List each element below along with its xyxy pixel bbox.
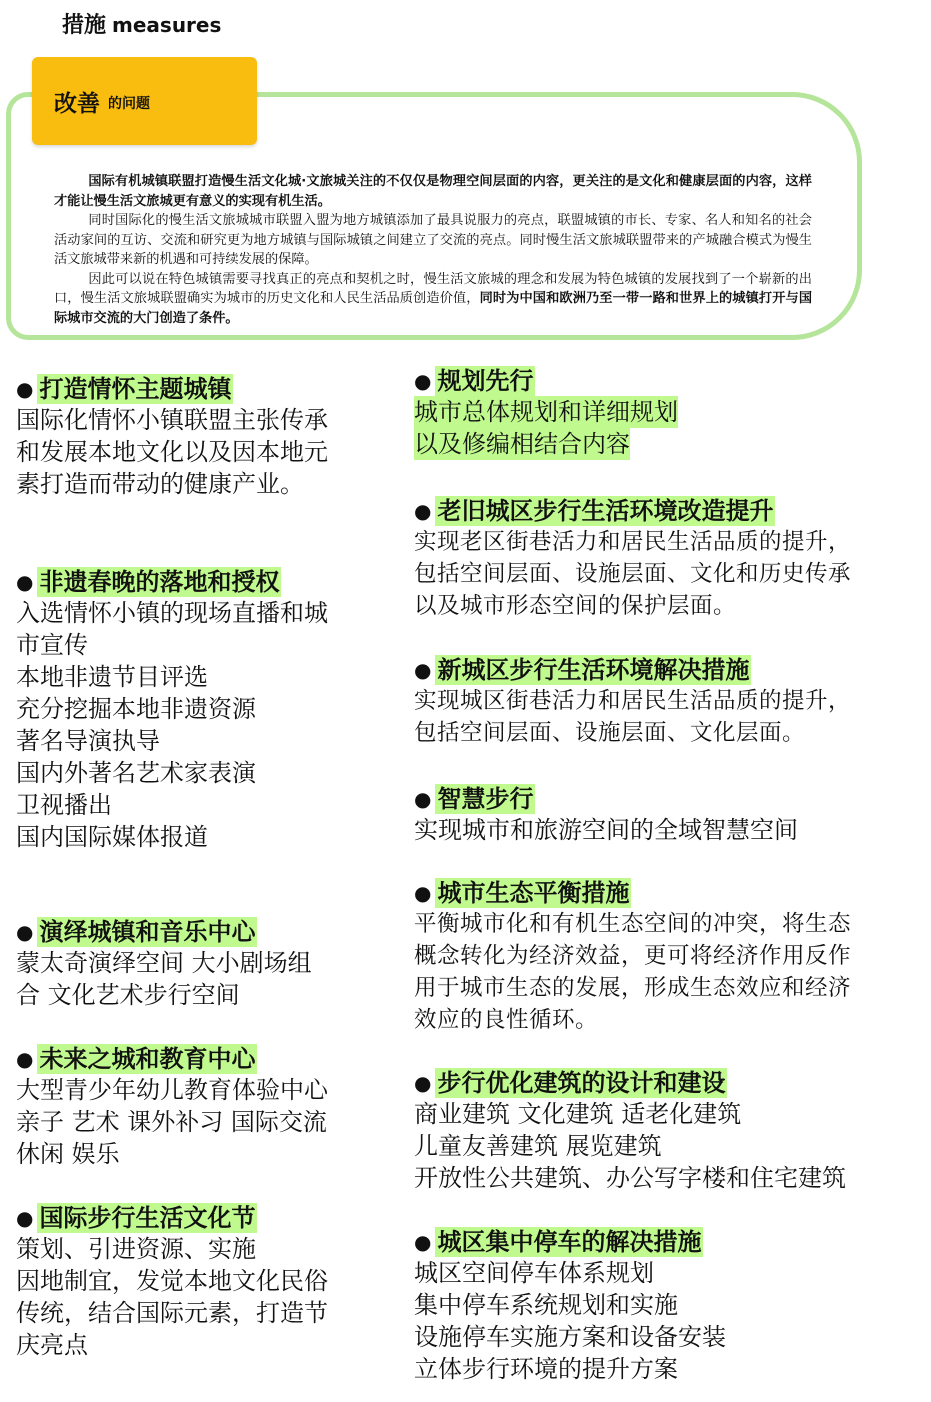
bullet-icon: ● (414, 658, 432, 682)
measure-title: 智慧步行 (437, 785, 534, 813)
measure-line: 包括空间层面、设施层面、文化和历史传承 (414, 561, 852, 587)
measure-line: 国内外著名艺术家表演 (16, 759, 256, 787)
measure-item (414, 1068, 846, 1194)
measure-line: 入选情怀小镇的现场直播和城 (16, 599, 328, 627)
measure-title: 步行优化建筑的设计和建设 (437, 1069, 726, 1097)
measure-line: 国内国际媒体报道 (16, 823, 208, 851)
measure-line: 以及城市形态空间的保护层面。 (414, 593, 737, 619)
bullet-icon: ● (414, 369, 432, 393)
measure-title: 城区集中停车的解决措施 (437, 1228, 702, 1256)
measure-line: 充分挖掘本地非遗资源 (16, 695, 256, 723)
measure-line: 商业建筑 文化建筑 适老化建筑 (414, 1100, 742, 1128)
section-tag (32, 57, 257, 145)
bullet-icon: ● (16, 570, 34, 594)
measure-line: 传统，结合国际元素，打造节 (16, 1299, 328, 1327)
bullet-icon: ● (414, 881, 432, 905)
measure-line: 实现城市和旅游空间的全域智慧空间 (414, 816, 798, 844)
intro-paragraph-3 (54, 270, 812, 329)
measure-line: 包括空间层面、设施层面、文化层面。 (414, 720, 806, 746)
measure-item (16, 374, 328, 500)
bullet-icon: ● (16, 1047, 34, 1071)
measure-item (414, 784, 798, 846)
bullet-icon: ● (16, 377, 34, 401)
intro-paragraph-2: 同时国际化的慢生活文旅城城市联盟入盟为地方城镇添加了最具说服力的亮点，联盟城镇的市长、专家、名人和知名的社会活动家间的互访、交流和研究更为地方城镇与国际城镇之间建立了交流的亮点。同时慢生活文旅城联盟带来的产城融合模式为慢生活文旅城带来新的机遇和可持续发展的保障。 (54, 213, 812, 267)
measure-line: 城市总体规划和详细规划 (414, 398, 678, 426)
measure-line: 大型青少年幼儿教育体验中心 (16, 1076, 328, 1104)
measure-line: 以及修编相结合内容 (414, 430, 630, 458)
measure-item (414, 655, 851, 749)
measure-line: 国际化情怀小镇联盟主张传承 (16, 406, 328, 434)
measure-title: 老旧城区步行生活环境改造提升 (437, 497, 774, 525)
measure-line: 庆亮点 (16, 1331, 88, 1359)
bullet-icon: ● (414, 787, 432, 811)
measure-line: 亲子 艺术 课外补习 国际交流 (16, 1108, 327, 1136)
page-title (62, 8, 221, 39)
measure-line: 平衡城市化和有机生态空间的冲突，将生态 (414, 911, 852, 937)
measure-title: 打造情怀主题城镇 (39, 375, 232, 403)
page-title-cn: 措施 (62, 13, 107, 38)
bullet-icon: ● (414, 1230, 432, 1254)
measure-line: 市宣传 (16, 631, 88, 659)
bullet-icon: ● (414, 499, 432, 523)
measure-item (414, 366, 678, 460)
measure-title: 未来之城和教育中心 (39, 1045, 256, 1073)
measure-line: 立体步行环境的提升方案 (414, 1355, 678, 1383)
measure-line: 城区空间停车体系规划 (414, 1259, 654, 1287)
measure-line: 概念转化为经济效益，更可将经济作用反作 (414, 943, 852, 969)
measure-line: 合 文化艺术步行空间 (16, 981, 240, 1009)
measure-line: 本地非遗节目评选 (16, 663, 208, 691)
measure-line: 策划、引进资源、实施 (16, 1235, 256, 1263)
measure-line: 设施停车实施方案和设备安装 (414, 1323, 726, 1351)
bullet-icon: ● (16, 1206, 34, 1230)
measure-line: 集中停车系统规划和实施 (414, 1291, 678, 1319)
measure-title: 新城区步行生活环境解决措施 (437, 656, 750, 684)
measure-line: 实现老区街巷活力和居民生活品质的提升， (414, 529, 852, 555)
measure-item (414, 1227, 726, 1385)
measure-line: 开放性公共建筑、办公写字楼和住宅建筑 (414, 1164, 846, 1192)
intro-paragraph-1: 国际有机城镇联盟打造慢生活文化城·文旅城关注的不仅仅是物理空间层面的内容，更关注的是文化和健康层面的内容，这样才能让慢生活文旅城更有意义的实现有机生活。 (54, 174, 812, 209)
measure-line: 蒙太奇演绎空间 大小剧场组 (16, 949, 312, 977)
measure-line: 因地制宜，发觉本地文化民俗 (16, 1267, 328, 1295)
bullet-icon: ● (414, 1071, 432, 1095)
page-title-en: measures (112, 13, 222, 37)
measure-title: 规划先行 (437, 367, 534, 395)
measure-item (16, 1044, 328, 1170)
measure-title: 演绎城镇和音乐中心 (39, 918, 256, 946)
measure-line: 素打造而带动的健康产业。 (16, 470, 304, 498)
measure-item (16, 917, 312, 1011)
measure-item (414, 878, 851, 1036)
intro-paragraph-3-text: 因此可以说在特色城镇需要寻找真正的亮点和契机之时，慢生活文旅城的理念和发展为特色城镇的发展找到了一个崭新的出口，慢生活文旅城联盟确实为城市的历史文化和人民生活品质创造价值， (54, 271, 812, 306)
measure-item (16, 567, 328, 853)
measure-line: 卫视播出 (16, 791, 112, 819)
intro-text (54, 172, 812, 328)
measure-line: 用于城市生态的发展，形成生态效应和经济 (414, 975, 852, 1001)
measure-title: 城市生态平衡措施 (437, 879, 630, 907)
measure-item (414, 496, 851, 622)
measure-line: 和发展本地文化以及因本地元 (16, 438, 328, 466)
intro-paragraph-3-bold: 同时为中国和欧洲乃至一带一路和世界上的城镇打开与国际城市交流的大门创造了条件。 (54, 291, 813, 326)
measure-title: 非遗春晚的落地和授权 (39, 568, 280, 596)
tag-main: 改善 (54, 90, 100, 117)
measure-line: 效应的良性循环。 (414, 1007, 599, 1033)
measure-line: 儿童友善建筑 展览建筑 (414, 1132, 662, 1160)
measure-item (16, 1203, 328, 1361)
measure-line: 著名导演执导 (16, 727, 160, 755)
measure-title: 国际步行生活文化节 (39, 1204, 256, 1232)
tag-sub: 的问题 (108, 96, 150, 112)
measure-line: 实现城区街巷活力和居民生活品质的提升， (414, 688, 852, 714)
measure-line: 休闲 娱乐 (16, 1140, 120, 1168)
bullet-icon: ● (16, 920, 34, 944)
